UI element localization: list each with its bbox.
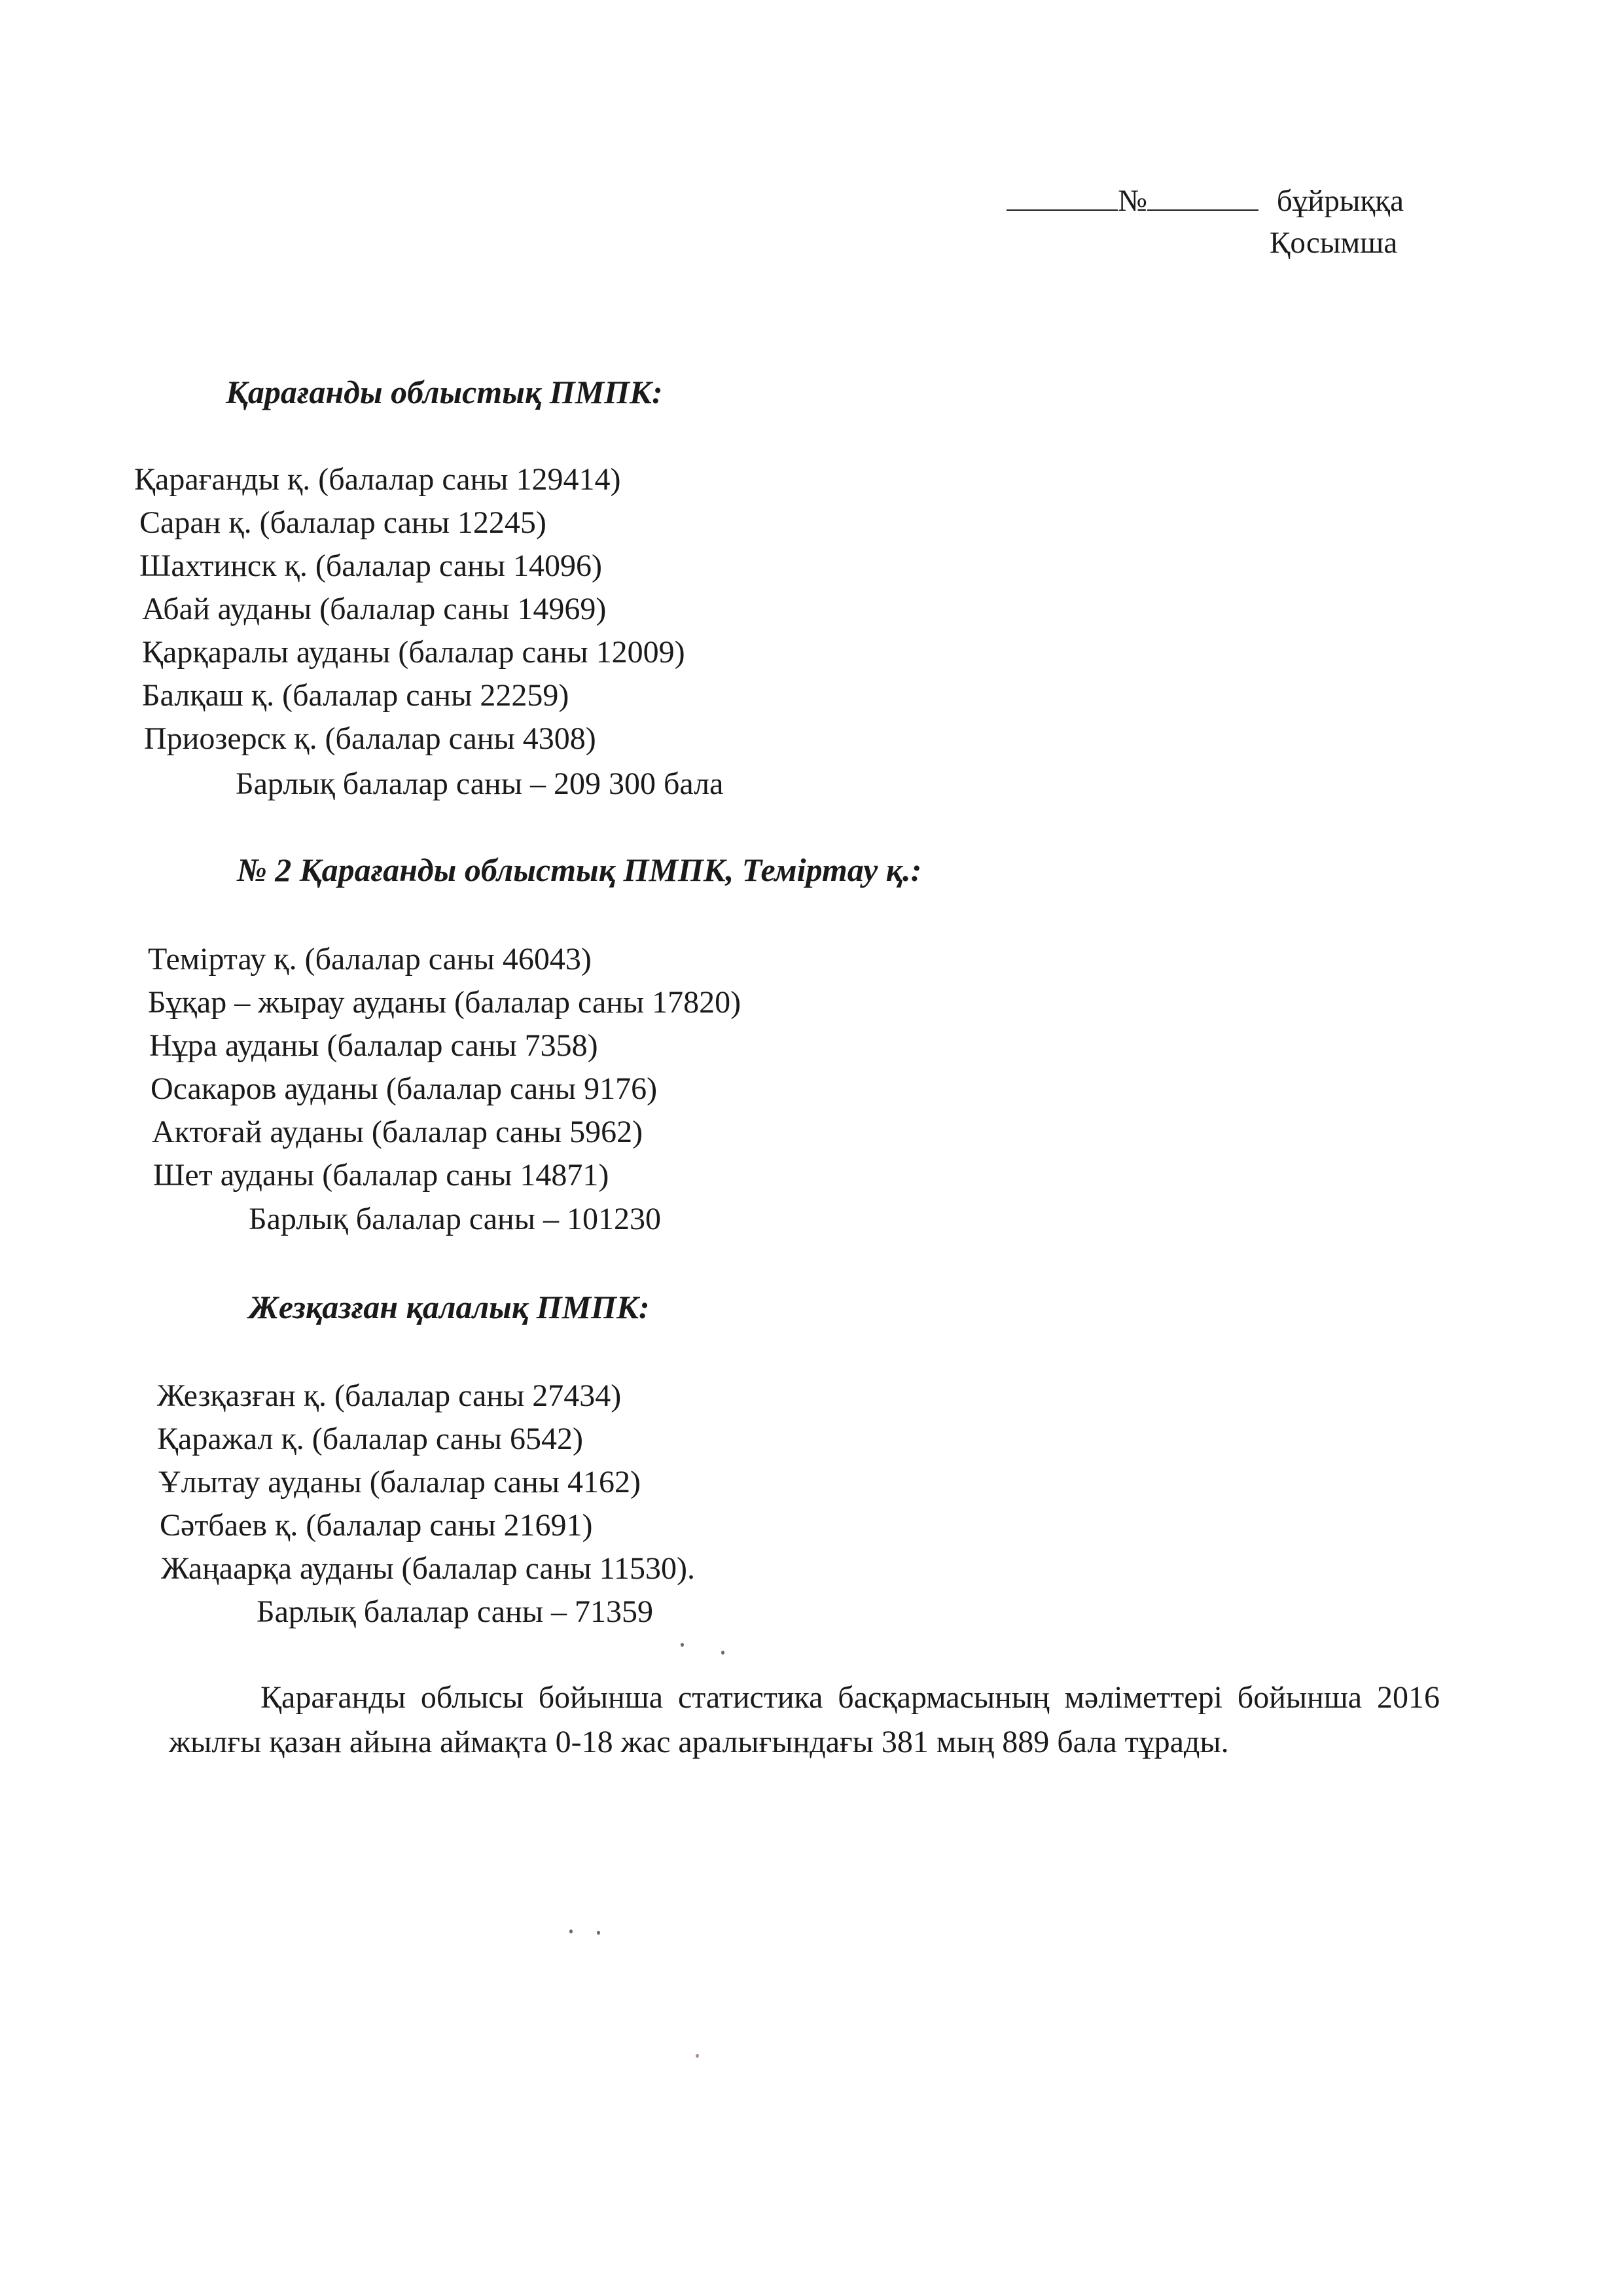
section-list-temirtau	[148, 938, 741, 1197]
order-word: бұйрыққа	[1276, 184, 1404, 218]
scan-speck	[597, 1931, 600, 1935]
section-title-temirtau: № 2 Қарағанды облыстық ПМПК, Теміртау қ.:	[237, 852, 922, 888]
list-item: Балқаш қ. (балалар саны 22259)	[142, 678, 569, 713]
list-item: Сәтбаев қ. (балалар саны 21691)	[160, 1508, 593, 1543]
list-item: Бұқар – жырау ауданы (балалар саны 17820)	[148, 985, 741, 1020]
list-item: Осакаров ауданы (балалар саны 9176)	[151, 1071, 658, 1106]
section-total-karaganda-regional: Барлық балалар саны – 209 300 бала	[236, 766, 724, 801]
section-title-zhezkazgan: Жезқазған қалалық ПМПК:	[249, 1289, 650, 1325]
statistics-paragraph: Қарағанды облысы бойынша статистика басқармасының мәліметтері бойынша 2016 жылғы қазан айына аймақта 0-18 жас аралығындағы 381 мың 889 бала тұрады.	[169, 1680, 1440, 1759]
list-item: Жезқазған қ. (балалар саны 27434)	[157, 1378, 622, 1413]
list-item: Шахтинск қ. (балалар саны 14096)	[139, 548, 603, 583]
list-item: Саран қ. (балалар саны 12245)	[139, 505, 546, 540]
scan-speck	[696, 2054, 699, 2058]
list-item: Жаңаарқа ауданы (балалар саны 11530).	[161, 1551, 695, 1586]
list-item: Қаражал қ. (балалар саны 6542)	[157, 1422, 583, 1456]
list-item: Нұра ауданы (балалар саны 7358)	[149, 1028, 598, 1063]
section-total-temirtau: Барлық балалар саны – 101230	[249, 1202, 661, 1236]
list-item: Ұлытау ауданы (балалар саны 4162)	[158, 1465, 641, 1499]
order-number-blank	[1147, 181, 1258, 211]
list-item: Актоғай ауданы (балалар саны 5962)	[152, 1115, 643, 1149]
list-item: Шет ауданы (балалар саны 14871)	[153, 1158, 609, 1193]
section-title-karaganda-regional: Қарағанды облыстық ПМПК:	[226, 374, 663, 410]
annex-header	[1007, 180, 1404, 264]
list-item: Қарқаралы ауданы (балалар саны 12009)	[142, 635, 685, 670]
list-item: Абай ауданы (балалар саны 14969)	[142, 592, 607, 626]
scan-speck	[569, 1929, 573, 1933]
section-list-karaganda-regional	[134, 458, 685, 761]
section-total-zhezkazgan: Барлық балалар саны – 71359	[257, 1594, 653, 1629]
order-date-blank	[1007, 181, 1118, 211]
annex-word: Қосымша	[1269, 226, 1398, 260]
list-item: Теміртау қ. (балалар саны 46043)	[148, 942, 592, 977]
order-reference-line	[1007, 180, 1404, 222]
list-item: Қарағанды қ. (балалар саны 129414)	[134, 462, 621, 497]
list-item: Приозерск қ. (балалар саны 4308)	[144, 721, 596, 756]
section-list-zhezkazgan	[157, 1374, 695, 1590]
scan-speck	[721, 1651, 724, 1655]
number-sign: №	[1117, 184, 1147, 218]
scan-speck	[681, 1643, 684, 1647]
